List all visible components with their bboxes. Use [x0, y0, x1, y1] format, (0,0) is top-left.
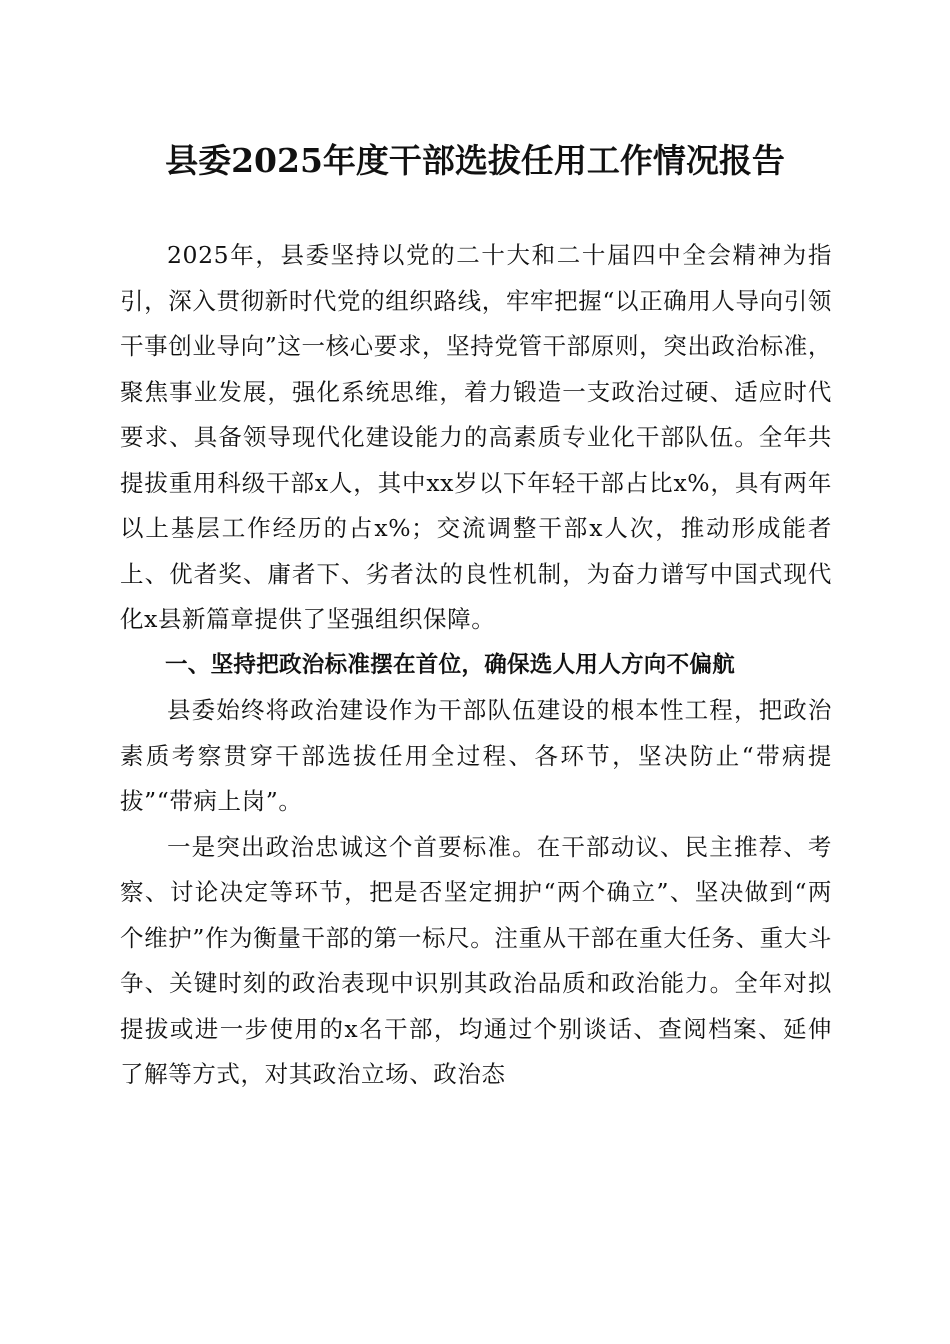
section-heading-1: 一、坚持把政治标准摆在首位，确保选人用人方向不偏航 — [165, 651, 736, 678]
section-1-intro-paragraph: 县委始终将政治建设作为干部队伍建设的根本性工程，把政治素质考察贯穿干部选拔任用全过程、各环节，坚决防止“带病提拔”“带病上岗”。 — [120, 696, 832, 815]
section-1-point-1-paragraph: 一是突出政治忠诚这个首要标准。在干部动议、民主推荐、考察、讨论决定等环节，把是否坚定拥护“两个确立”、坚决做到“两个维护”作为衡量干部的第一标尺。注重从干部在重大任务、重大斗争、关键时刻的政治表现中识别其政治品质和政治能力。全年对拟提拔或进一步使用的x名干部，均通过个别谈话、查阅档案、延伸了解等方式，对其政治立场、政治态 — [120, 832, 832, 1088]
document-title: 县委2025年度干部选拔任用工作情况报告 — [165, 141, 785, 180]
document-body — [120, 233, 832, 1098]
intro-paragraph: 2025年，县委坚持以党的二十大和二十届四中全会精神为指引，深入贯彻新时代党的组织路线，牢牢把握“以正确用人导向引领干事创业导向”这一核心要求，坚持党管干部原则，突出政治标准，聚焦事业发展，强化系统思维，着力锻造一支政治过硬、适应时代要求、具备领导现代化建设能力的高素质专业化干部队伍。全年共提拔重用科级干部x人，其中xx岁以下年轻干部占比x%，具有两年以上基层工作经历的占x%；交流调整干部x人次，推动形成能者上、优者奖、庸者下、劣者汰的良性机制，为奋力谱写中国式现代化x县新篇章提供了坚强组织保障。 — [120, 241, 832, 633]
